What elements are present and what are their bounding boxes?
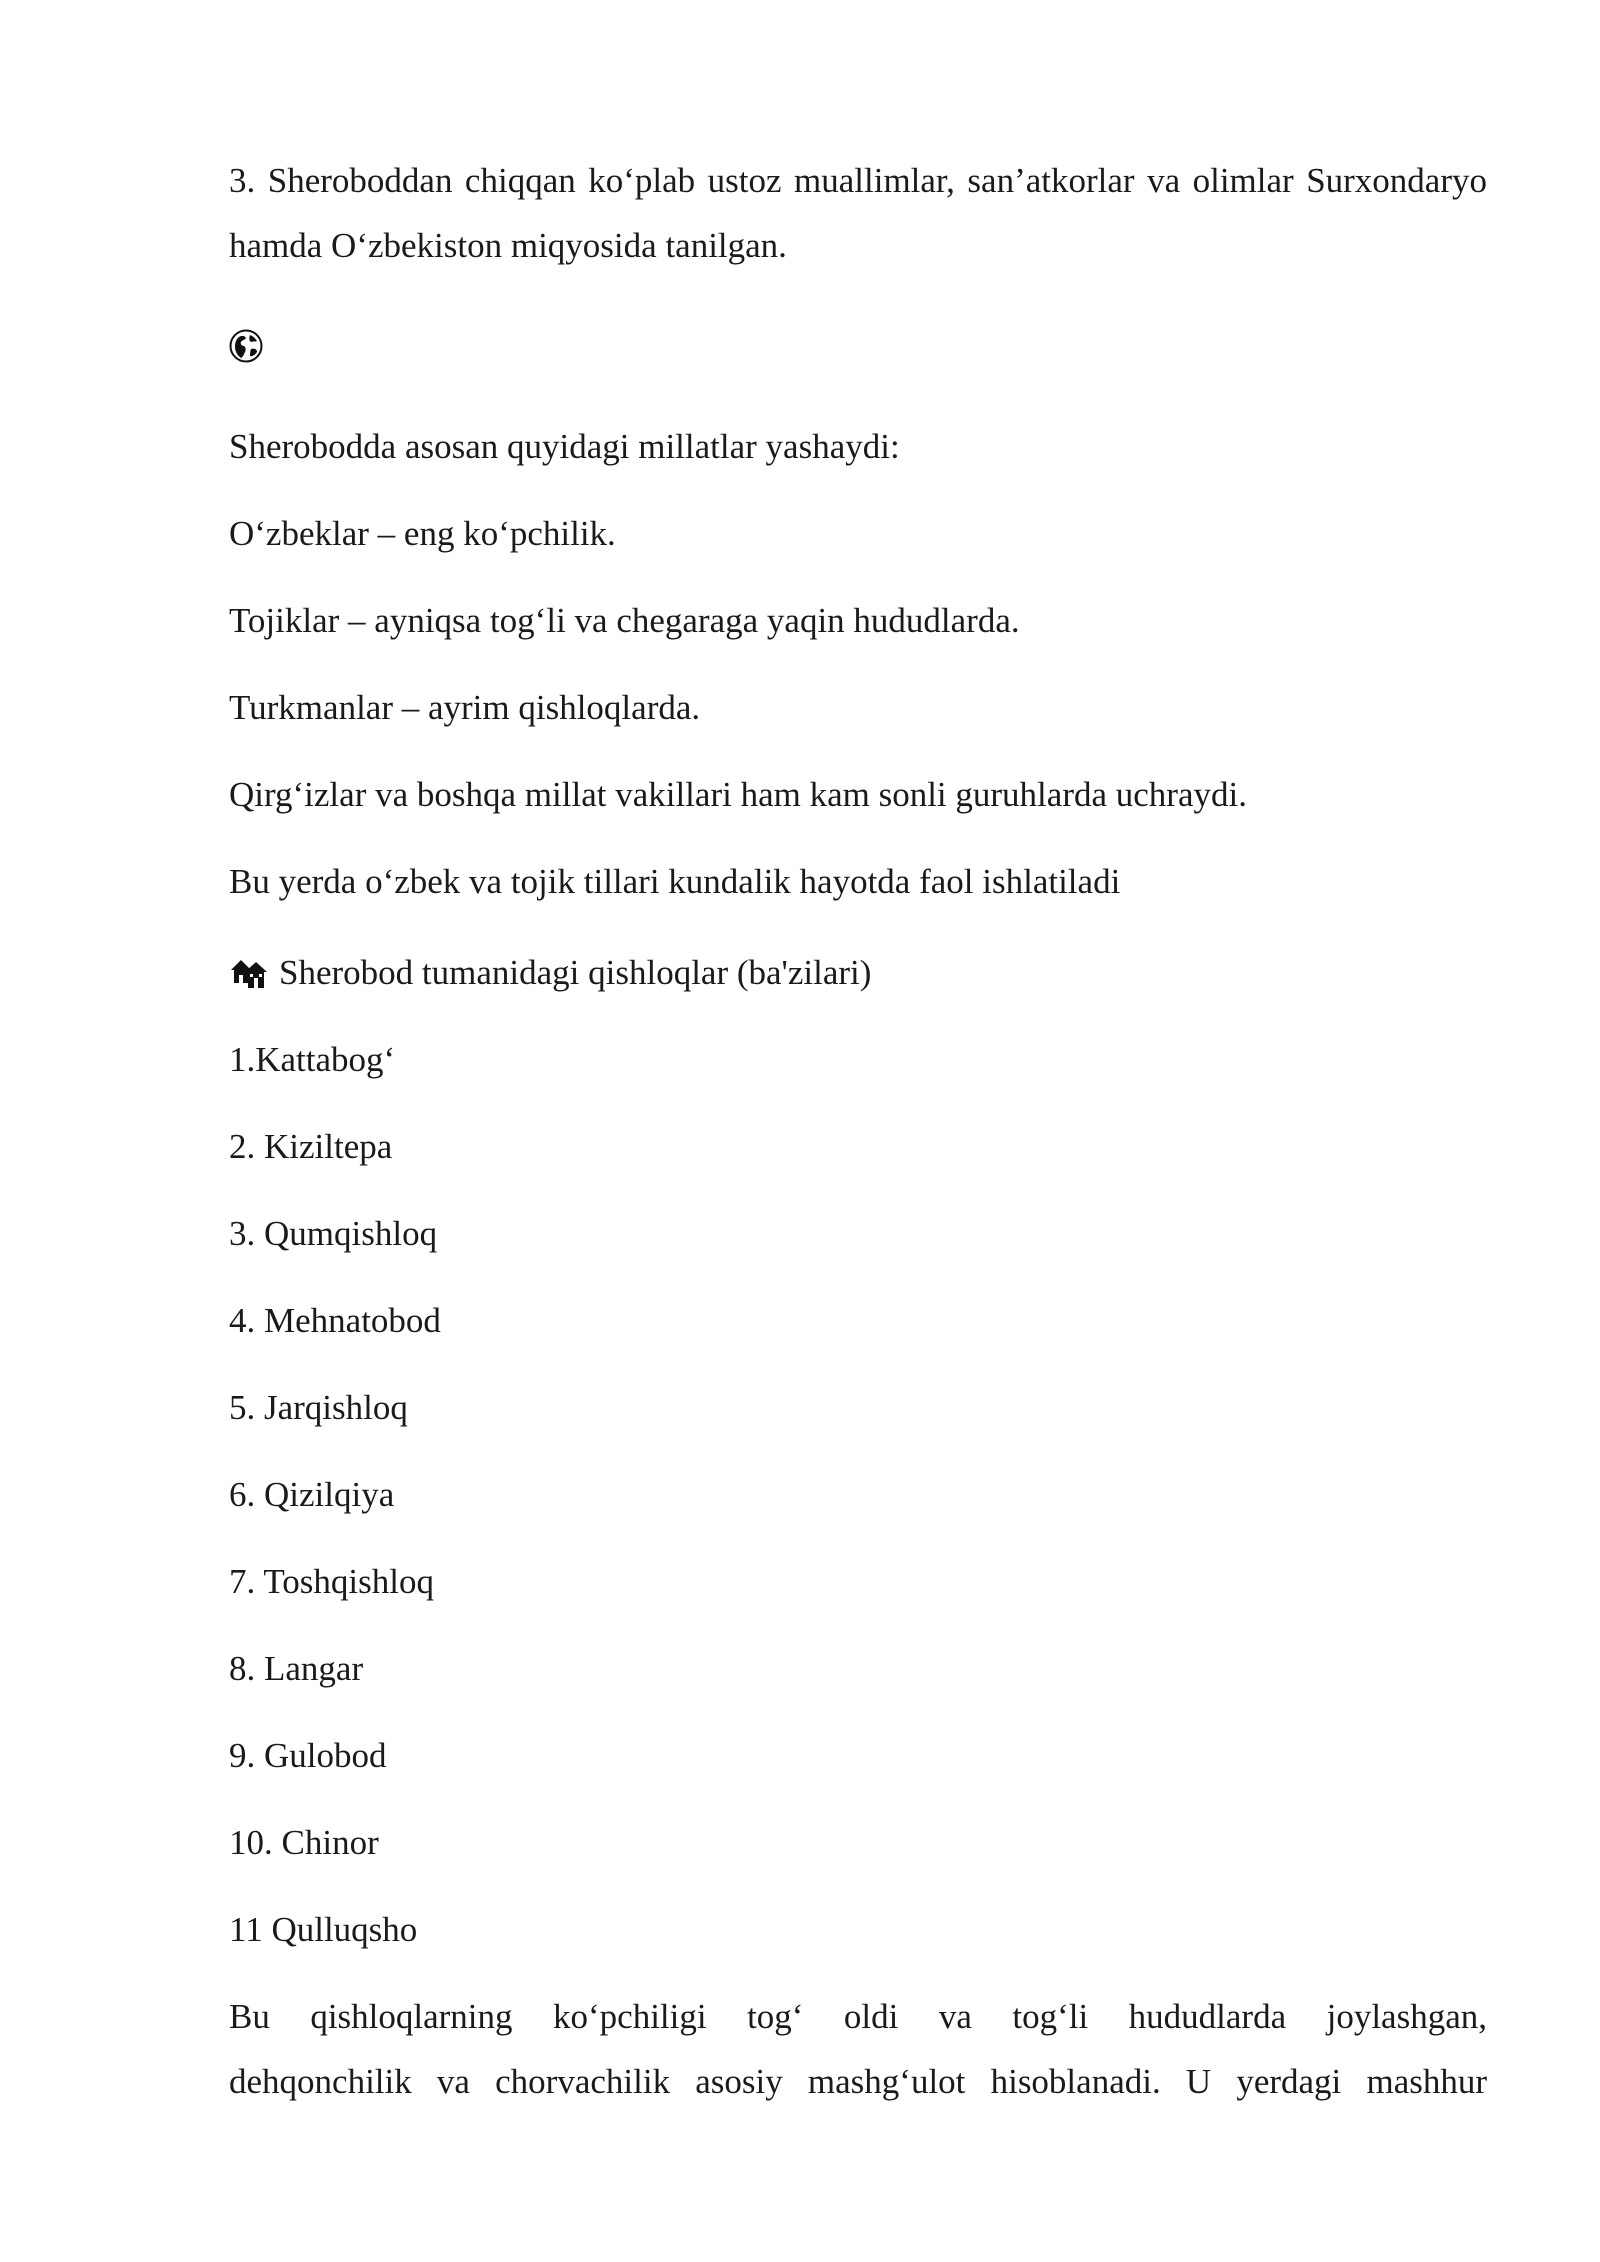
village-item: 9. Gulobod <box>229 1736 387 1775</box>
houses-icon <box>229 954 269 992</box>
globe-icon <box>229 329 263 363</box>
intro-paragraph: 3. Sheroboddan chiqqan ko‘plab ustoz muallimlar, san’atkorlar va olimlar Surxondaryo hamda O‘zbekiston miqyosida tanilgan. <box>229 161 1487 265</box>
village-item: 2. Kiziltepa <box>229 1127 393 1166</box>
nationality-item-turkmens: Turkmanlar – ayrim qishloqlarda. <box>229 688 701 727</box>
languages-note: Bu yerda o‘zbek va tojik tillari kundalik hayotda faol ishlatiladi <box>229 862 1121 901</box>
village-item: 11 Qulluqsho <box>229 1910 418 1949</box>
nationality-item-tajiks: Tojiklar – ayniqsa tog‘li va chegaraga yaqin hududlarda. <box>229 601 1020 640</box>
village-item: 7. Toshqishloq <box>229 1562 434 1601</box>
nationality-item-kyrgyz: Qirg‘izlar va boshqa millat vakillari ham kam sonli guruhlarda uchraydi. <box>229 775 1247 814</box>
globe-row <box>229 316 1487 376</box>
villages-heading <box>229 940 1487 1005</box>
closing-line-2: dehqonchilik va chorvachilik asosiy mashg‘ulot hisoblanadi. U yerdagi mashhur <box>229 2062 1487 2101</box>
village-item: 8. Langar <box>229 1649 364 1688</box>
village-item: 5. Jarqishloq <box>229 1388 408 1427</box>
village-item: 6. Qizilqiya <box>229 1475 395 1514</box>
closing-line-1: Bu qishloqlarning ko‘pchiligi tog‘ oldi va tog‘li hududlarda joylashgan, <box>229 1997 1487 2036</box>
village-item: 4. Mehnatobod <box>229 1301 441 1340</box>
nationality-item-uzbeks: O‘zbeklar – eng ko‘pchilik. <box>229 514 616 553</box>
closing-paragraph <box>229 1984 1487 2114</box>
village-item: 10. Chinor <box>229 1823 379 1862</box>
nationalities-intro: Sherobodda asosan quyidagi millatlar yashaydi: <box>229 427 900 466</box>
villages-heading-text: Sherobod tumanidagi qishloqlar (ba'zilari) <box>279 953 872 992</box>
document-page <box>229 148 1487 2114</box>
village-item: 1.Kattabog‘ <box>229 1040 396 1079</box>
village-item: 3. Qumqishloq <box>229 1214 438 1253</box>
